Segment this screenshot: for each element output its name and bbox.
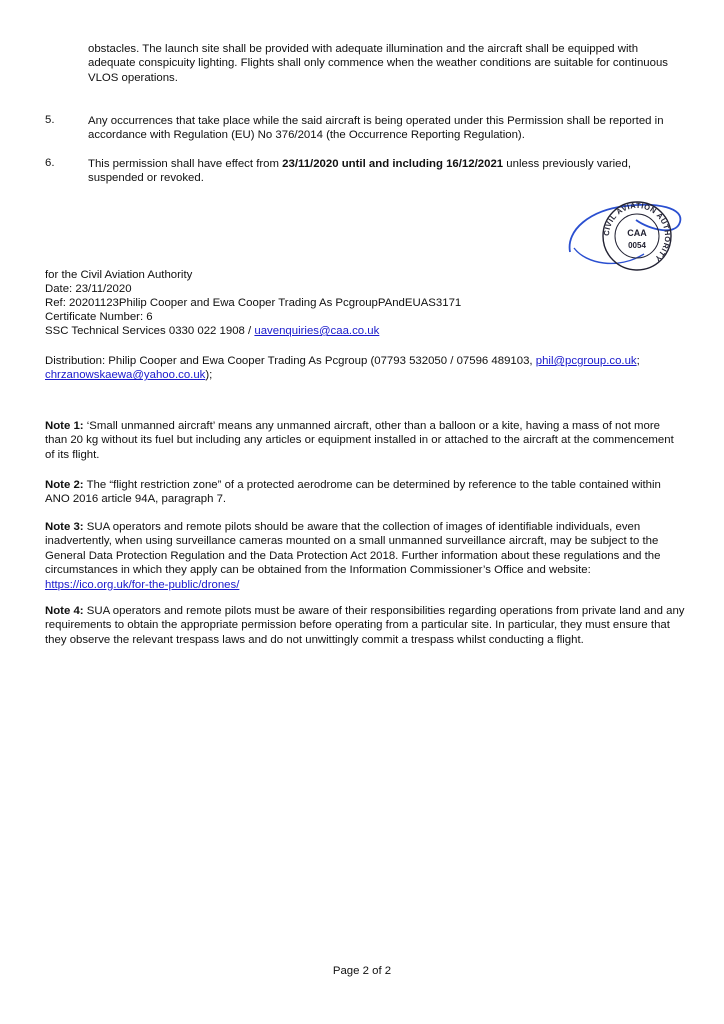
caa-stamp [566, 200, 682, 272]
note-2-label: Note 2: [45, 479, 84, 491]
item-5-text: Any occurrences that take place while the said aircraft is being operated under this Permission shall be reported in accordance with Regulation (EU) No 376/2014 (the Occurrence Reporting Regulation). [88, 115, 664, 142]
note-1: Note 1: ‘Small unmanned aircraft’ means any unmanned aircraft, other than a balloon or a kite, having a mass of not more than 20 kg without its fuel but including any articles or equipment installed in or attached to the aircraft at the commencement of its flight. [45, 420, 674, 461]
note-3-label: Note 3: [45, 521, 84, 533]
continued-paragraph: obstacles. The launch site shall be provided with adequate illumination and the aircraft shall be equipped with adequate conspicuity lighting. Flights shall only commence when the weather conditions are suitable for continuous VLOS operations. [88, 43, 668, 84]
page-number: Page 2 of 2 [332, 965, 392, 977]
distribution-email-1[interactable]: phil@pcgroup.co.uk [535, 355, 637, 367]
note-4: Note 4: SUA operators and remote pilots must be aware of their responsibilities regarding operations from private land and any requirements to obtain the appropriate permission before operating from a particular site. In particular, they must ensure that they observe the relevant trespass laws and do not unwittingly commit a trespass whilst conducting a flight. [45, 605, 685, 646]
item-5-number: 5. [45, 114, 55, 126]
contact-email-link[interactable]: uavenquiries@caa.co.uk [254, 325, 380, 337]
distribution-email-2[interactable]: chrzanowskaewa@yahoo.co.uk [45, 369, 206, 382]
distribution: Distribution: Philip Cooper and Ewa Cooper Trading As Pcgroup (07793 532050 / 07596 489103, phil@pcgroup.co.uk; chrzanowskaewa@yahoo.co.uk); [45, 355, 640, 382]
item-6-number: 6. [45, 157, 55, 169]
validity-period: 23/11/2020 until and including 16/12/2021 [282, 158, 504, 170]
contact-line: SSC Technical Services 0330 022 1908 / uavenquiries@caa.co.uk [45, 325, 380, 337]
authority-line: for the Civil Aviation Authority [45, 269, 193, 281]
date-line: Date: 23/11/2020 [45, 283, 132, 295]
reference-line: Ref: 20201123Philip Cooper and Ewa Cooper Trading As PcgroupPAndEUAS3171 [45, 297, 462, 309]
certificate-line: Certificate Number: 6 [45, 311, 153, 323]
item-6-text: This permission shall have effect from 23/11/2020 until and including 16/12/2021 unless previously varied, suspended or revoked. [88, 158, 632, 185]
stamp-ring-text: CIVIL AVIATION AUTHORITY [601, 200, 673, 264]
note-2: Note 2: The “flight restriction zone” of a protected aerodrome can be determined by reference to the table contained within ANO 2016 article 94A, paragraph 7. [45, 479, 661, 506]
note-4-label: Note 4: [45, 605, 84, 617]
stamp-number: 0054 [628, 241, 646, 250]
note-3: Note 3: SUA operators and remote pilots should be aware that the collection of images of identifiable individuals, even inadvertently, when using surveillance cameras mounted on a small unmanned surveillance aircraft, may be subject to the General Data Protection Regulation and the Data Protection Act 2018. Further information about these regulations and the circumstances in which they apply can be obtained from the Information Commissioner’s Office and website: https://ico.org.uk/for-the-public/drones/ [45, 521, 661, 591]
stamp-center-text: CAA [627, 228, 647, 238]
note-1-label: Note 1: [45, 420, 84, 432]
ico-drones-link[interactable]: https://ico.org.uk/for-the-public/drones/ [45, 578, 240, 591]
